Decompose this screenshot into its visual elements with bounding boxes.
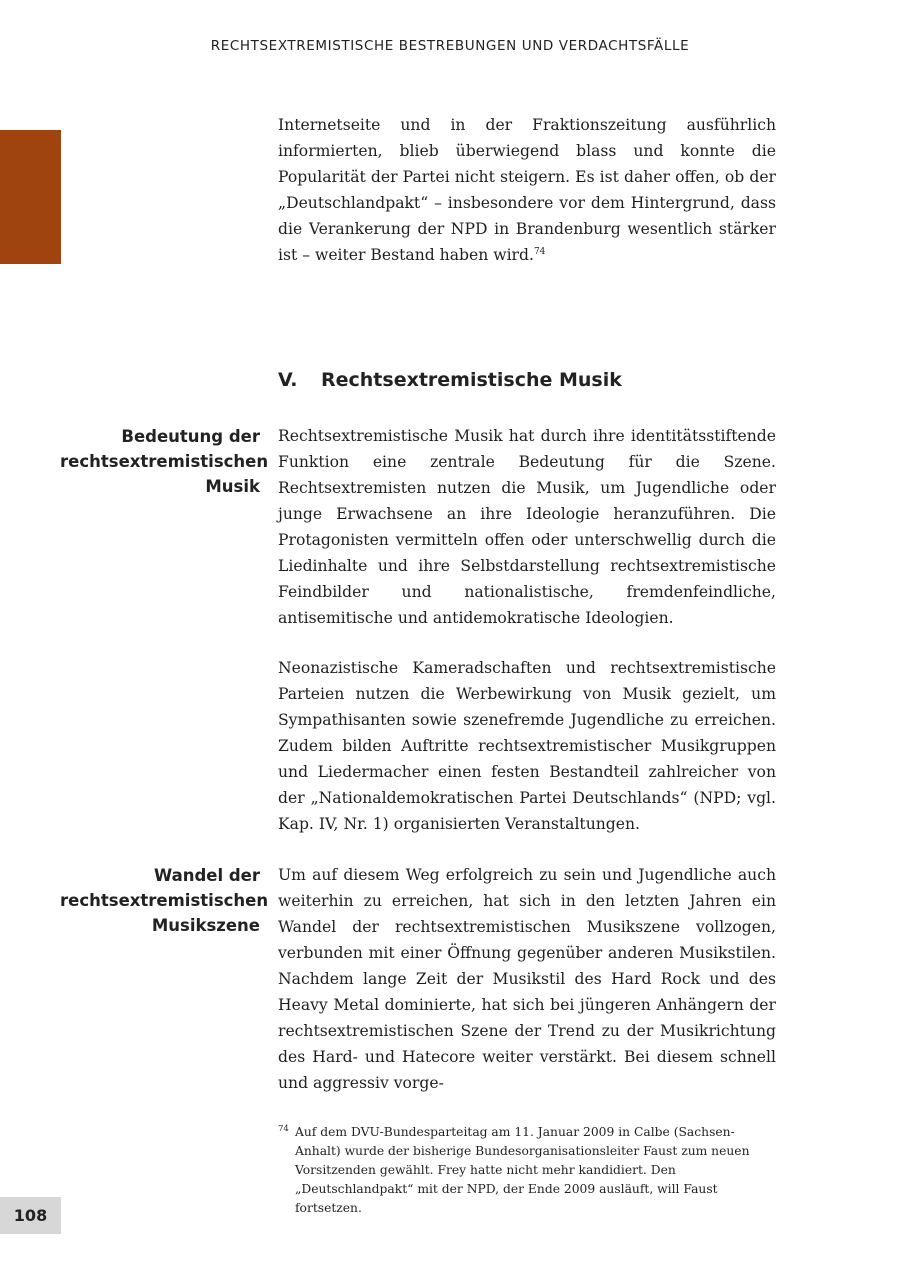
paragraph-block-1 (278, 423, 776, 631)
chapter-side-tab (0, 130, 61, 264)
continued-paragraph-text: Internetseite und in der Fraktionszeitung ausführlich informierten, blieb überwiegend blass und konnte die Popularität der Partei nicht steigern. Es ist daher offen, ob der „Deutschlandpakt“ – insbesondere vor dem Hintergrund, dass die Verankerung der NPD in Brandenburg wesentlich stärker ist – weiter Bestand haben wird. (278, 116, 776, 264)
paragraph-block-3 (278, 862, 776, 1096)
margin-note-wandel: Wandel der rechtsextremistischen Musikszene (60, 866, 269, 935)
page-number: 108 (0, 1197, 61, 1234)
paragraph-3: Um auf diesem Weg erfolgreich zu sein und Jugendliche auch weiterhin zu erreichen, hat sich in den letzten Jahren ein Wandel der rechtsextremistischen Musikszene vollzogen, verbunden mit einer Öffnung gegenüber anderen Musikstilen. Nachdem lange Zeit der Musikstil des Hard Rock und des Heavy Metal dominierte, hat sich bei jüngeren Anhängern der rechtsextremistischen Szene der Trend zu der Musikrichtung des Hard- und Hatecore weiter verstärkt. Bei diesem schnell und aggressiv vorge- (278, 866, 776, 1092)
paragraph-1: Rechtsextremistische Musik hat durch ihre identitätsstiftende Funktion eine zentrale Bedeutung für die Szene. Rechtsextremisten nutzen die Musik, um Jugendliche oder junge Erwachsene an ihre Ideologie heranzuführen. Die Protagonisten vermitteln offen oder unterschwellig durch die Liedinhalte und ihre Selbstdarstellung rechtsextremistische Feindbilder und nationalistische, fremdenfeindliche, antisemitische und antidemokratische Ideologien. (278, 427, 776, 627)
footnote-74 (278, 1123, 776, 1218)
paragraph-block-2 (278, 655, 776, 837)
running-header: RECHTSEXTREMISTISCHE BESTREBUNGEN UND VERDACHTSFÄLLE (210, 38, 690, 54)
section-title: Rechtsextremistische Musik (321, 369, 622, 391)
section-heading (278, 369, 622, 391)
continued-paragraph (278, 112, 776, 268)
footnote-reference-74[interactable]: 74 (533, 246, 546, 257)
footnote-number: 74 (278, 1124, 289, 1134)
footnote-text: Auf dem DVU-Bundesparteitag am 11. Januar 2009 in Calbe (Sachsen-Anhalt) wurde der bisherige Bundesorganisationsleiter Faust zum neuen Vorsitzenden gewählt. Frey hatte nicht mehr kandidiert. Den „Deutschlandpakt“ mit der NPD, der Ende 2009 ausläuft, will Faust fortsetzen. (295, 1125, 750, 1215)
paragraph-2: Neonazistische Kameradschaften und rechtsextremistische Parteien nutzen die Werbewirkung von Musik gezielt, um Sympathisanten sowie szenefremde Jugendliche zu erreichen. Zudem bilden Auftritte rechtsextremistischer Musikgruppen und Liedermacher einen festen Bestandteil zahlreicher von der „Nationaldemokratischen Partei Deutschlands“ (NPD; vgl. Kap. IV, Nr. 1) organisierten Veranstaltungen. (278, 659, 776, 833)
margin-note-bedeutung: Bedeutung der rechtsextremistischen Musik (60, 427, 269, 496)
section-number: V. (278, 369, 298, 391)
paragraph-continued (278, 112, 776, 268)
